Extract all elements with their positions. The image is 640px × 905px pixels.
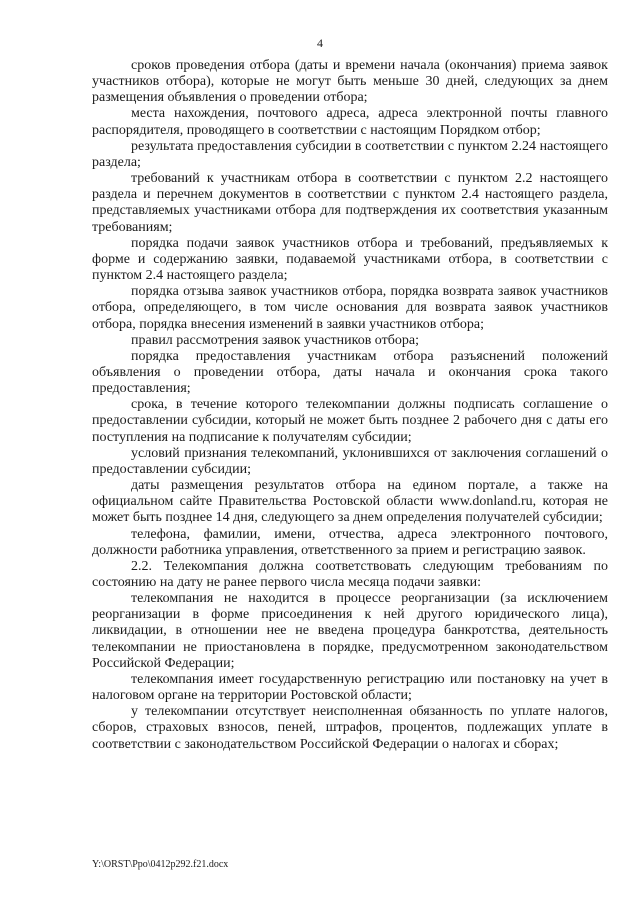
paragraph: правил рассмотрения заявок участников отбора; (131, 332, 419, 348)
paragraph: сроков проведения отбора (даты и времени начала (окончания) приема заявок участников отбора), которые не могут быть меньше 30 дней, следующих за днем размещения объявления о проведении отбора; (92, 58, 608, 106)
paragraph: срока, в течение которого телекомпании должны подписать соглашение о предоставлении субсидии, который не может быть позднее 2 рабочего дня с даты его поступления на подписание к получателям субсидии; (92, 397, 608, 445)
paragraph: порядка отзыва заявок участников отбора, порядка возврата заявок участников отбора, определяющего, в том числе основания для возврата заявок участников отбора, порядка внесения изменений в заявки участников отбора; (92, 284, 608, 332)
paragraph: требований к участникам отбора в соответствии с пунктом 2.2 настоящего раздела и перечнем документов в соответствии с пунктом 2.4 настоящего раздела, представляемых участниками отбора для подтверждения их соответствия указанным требованиям; (92, 171, 608, 235)
paragraph: порядка подачи заявок участников отбора и требований, предъявляемых к форме и содержанию заявки, подаваемой участниками отбора, в соответствии с пунктом 2.4 настоящего раздела; (92, 235, 608, 284)
file-path-footer: Y:\ORST\Ppo\0412p292.f21.docx (92, 859, 229, 870)
paragraph: телекомпания не находится в процессе реорганизации (за исключением реорганизации в форме присоединения к ней другого юридического лица), ликвидации, в отношении нее не введена процедура банкротства, деятельность телекомпании не приостановлена в порядке, предусмотренном законодательством Российской Федерации; (92, 591, 608, 671)
paragraph: телефона, фамилии, имени, отчества, адреса электронного почтового, должности работника управления, ответственного за прием и регистрацию заявок. (92, 526, 608, 558)
paragraph: даты размещения результатов отбора на едином портале, а также на официальном сайте Правительства Ростовской области www.donland.ru, которая не может быть позднее 14 дня, следующего за днем определения получателей субсидии; (92, 478, 608, 526)
paragraph: условий признания телекомпаний, уклонившихся от заключения соглашений о предоставлении субсидии; (92, 445, 608, 477)
paragraph: у телекомпании отсутствует неисполненная обязанность по уплате налогов, сборов, страховых взносов, пеней, штрафов, процентов, подлежащих уплате в соответствии с законодательством Российской Федерации о налогах и сборах; (92, 704, 608, 752)
page-number: 4 (317, 36, 323, 50)
document-body (92, 58, 608, 753)
paragraph: результата предоставления субсидии в соответствии с пунктом 2.24 настоящего раздела; (92, 138, 608, 170)
paragraph: порядка предоставления участникам отбора разъяснений положений объявления о проведении отбора, даты начала и окончания срока такого предоставления; (92, 348, 608, 397)
paragraph: телекомпания имеет государственную регистрацию или постановку на учет в налоговом органе на территории Ростовской области; (92, 671, 608, 704)
section-paragraph-2-2: 2.2. Телекомпания должна соответствовать следующим требованиям по состоянию на дату не ранее первого числа месяца подачи заявки: (92, 558, 608, 590)
paragraph: места нахождения, почтового адреса, адреса электронной почты главного распорядителя, проводящего в соответствии с настоящим Порядком отбор; (92, 106, 608, 138)
